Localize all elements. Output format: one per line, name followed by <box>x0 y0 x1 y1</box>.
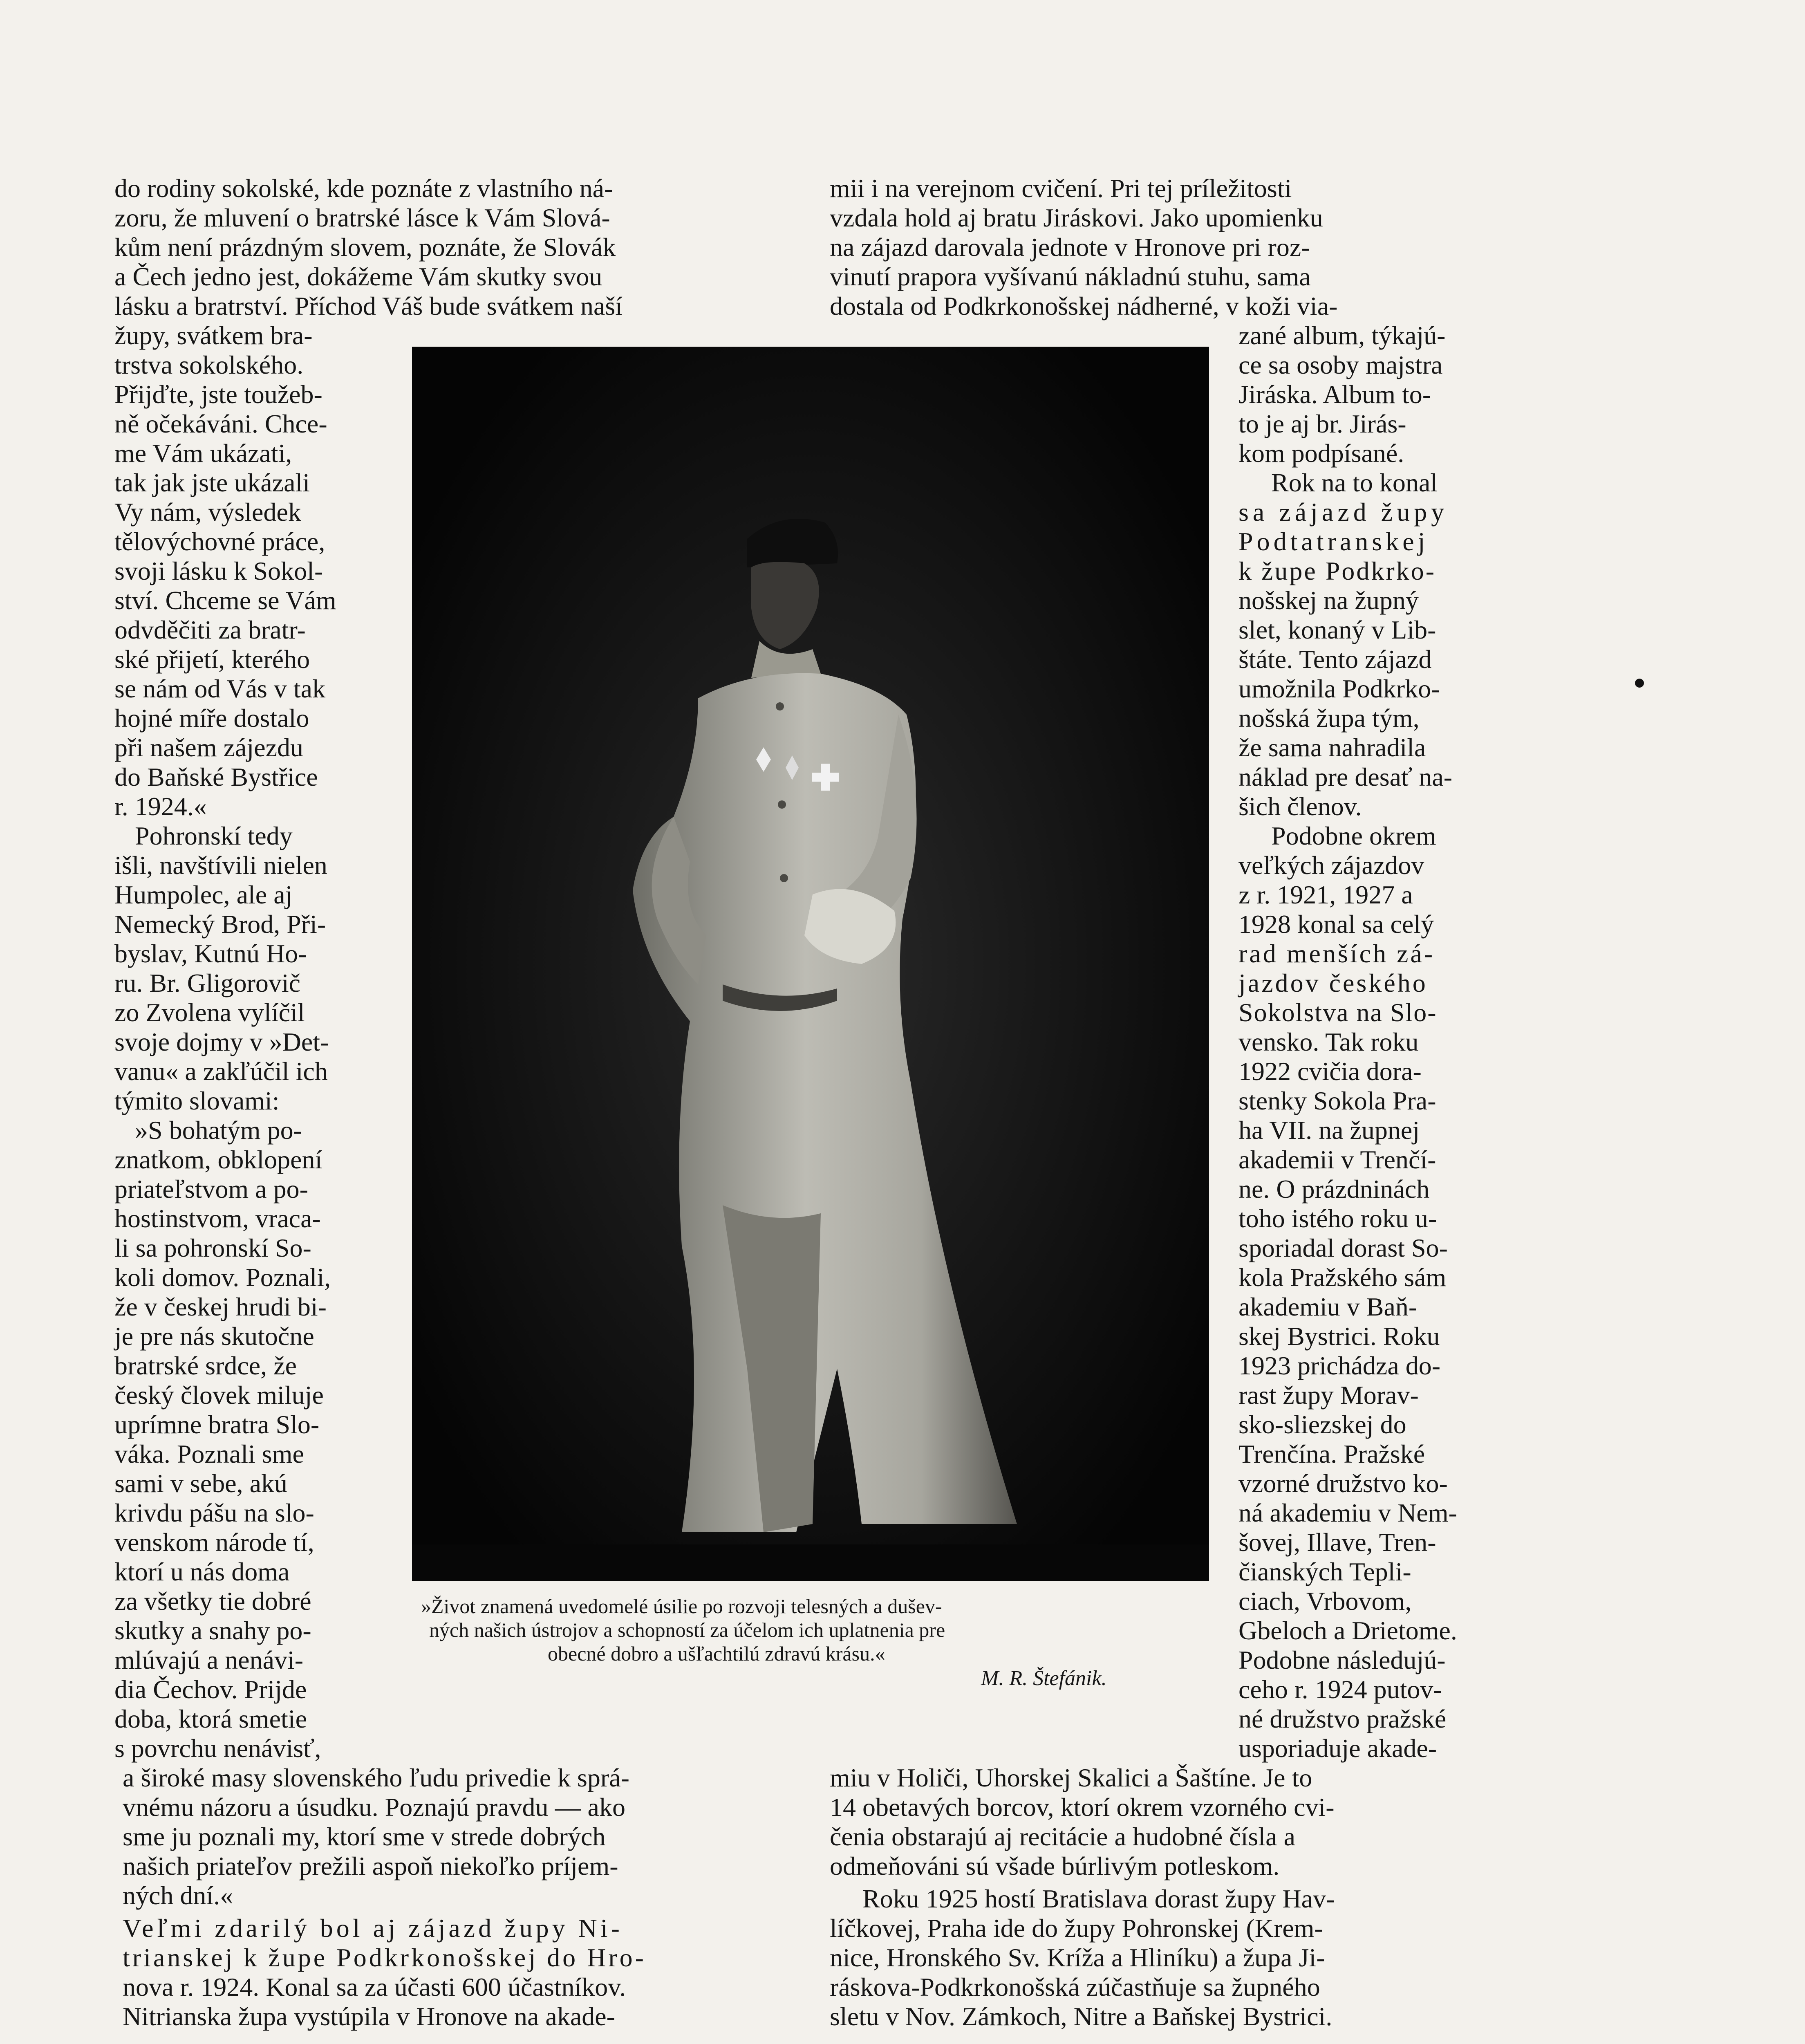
text-line: vzorné družstvo ko- <box>1238 1469 1448 1498</box>
text-line: Sokolstva na Slo- <box>1238 998 1437 1027</box>
text-line: ných dní.« <box>123 1881 233 1910</box>
text-line: ráskova-Podkrkonošská zúčastňuje sa župného <box>830 1972 1320 2001</box>
text-line: týmito slovami: <box>114 1086 280 1115</box>
text-line: svoje dojmy v »Det- <box>114 1027 329 1056</box>
text-line: Nitrianska župa vystúpila v Hronove na akade- <box>123 2002 615 2031</box>
text-line: miu v Holiči, Uhorskej Skalici a Šaštíne. Je to <box>830 1763 1312 1792</box>
text-line: sami v sebe, akú <box>114 1469 287 1498</box>
text-line: zané album, týkajú- <box>1238 321 1446 350</box>
text-line: dostala od Podkrkonošskej nádherné, v koži via- <box>830 291 1338 320</box>
text-line: sme ju poznali my, ktorí sme v strede dobrých <box>123 1822 606 1851</box>
text-line: šich členov. <box>1238 792 1362 821</box>
text-line: se nám od Vás v tak <box>114 674 326 703</box>
text-line: trianskej k župe Podkrkonošskej do Hro- <box>123 1943 646 1972</box>
text-line: akademii v Trenčí- <box>1238 1145 1436 1174</box>
text-line: a Čech jedno jest, dokážeme Vám skutky svou <box>114 262 602 291</box>
text-line: štáte. Tento zájazd <box>1238 645 1432 674</box>
text-line: trstva sokolského. <box>114 350 304 379</box>
text-line: mlúvajú a nenávi- <box>114 1645 304 1674</box>
caption-author: M. R. Štefánik. <box>981 1667 1107 1690</box>
caption-line: obecné dobro a ušľachtilú zdravú krásu.« <box>548 1642 885 1665</box>
text-line: Trenčína. Pražské <box>1238 1439 1425 1468</box>
text-line: byslav, Kutnú Ho- <box>114 939 307 968</box>
text-line: nova r. 1924. Konal sa za účasti 600 účastníkov. <box>123 1972 626 2001</box>
text-line: ské přijetí, kterého <box>114 645 310 674</box>
text-line: 1922 cvičia dora- <box>1238 1057 1422 1086</box>
text-line: vzdala hold aj bratu Jiráskovi. Jako upomienku <box>830 203 1323 232</box>
text-line: dia Čechov. Prijde <box>114 1675 307 1704</box>
text-line: Vy nám, výsledek <box>114 498 301 527</box>
text-line: skutky a snahy po- <box>114 1616 311 1645</box>
text-line: 14 obetavých borcov, ktorí okrem vzorného cvi- <box>830 1793 1335 1822</box>
text-line: Přijďte, jste toužeb- <box>114 380 322 409</box>
text-line: čianských Tepli- <box>1238 1557 1411 1586</box>
text-line: odvděčiti za bratr- <box>114 615 306 644</box>
text-line: šovej, Illave, Tren- <box>1238 1528 1436 1557</box>
text-line: při našem zájezdu <box>114 733 303 762</box>
text-line: náklad pre desať na- <box>1238 762 1453 791</box>
text-line: Jiráska. Album to- <box>1238 380 1431 409</box>
portrait-photo <box>412 347 1209 1581</box>
text-line: ne. O prázdninách <box>1238 1174 1430 1204</box>
text-line: ciach, Vrbovom, <box>1238 1587 1412 1616</box>
text-line: je pre nás skutočne <box>114 1322 314 1351</box>
text-line: sko-sliezskej do <box>1238 1410 1406 1439</box>
text-line: toho istého roku u- <box>1238 1204 1437 1233</box>
text-line: hojné míře dostalo <box>114 704 309 733</box>
text-line: nošská župa tým, <box>1238 704 1420 733</box>
text-line: český človek miluje <box>114 1381 324 1410</box>
text-line: Nemecký Brod, Při- <box>114 910 326 939</box>
text-line: Podobne následujú- <box>1238 1645 1446 1674</box>
text-line: tak jak jste ukázali <box>114 468 310 497</box>
text-line: priateľstvom a po- <box>114 1174 308 1204</box>
text-line: krivdu pášu na slo- <box>114 1498 314 1527</box>
text-line: znatkom, obklopení <box>114 1145 322 1174</box>
text-line: župy, svátkem bra- <box>114 321 313 350</box>
scan-speck <box>1635 679 1644 688</box>
text-line: bratrské srdce, že <box>114 1351 297 1380</box>
text-line: Podtatranskej <box>1238 527 1429 556</box>
text-line: to je aj br. Jirás- <box>1238 409 1406 438</box>
text-line: a široké masy slovenského ľudu privedie k sprá- <box>123 1763 629 1792</box>
text-line: ktorí u nás doma <box>114 1557 290 1586</box>
text-line: venskom národe tí, <box>114 1528 314 1557</box>
text-line: koli domov. Poznali, <box>114 1263 331 1292</box>
text-line: že v českej hrudi bi- <box>114 1292 327 1321</box>
text-line: sa zájazd župy <box>1238 498 1449 527</box>
text-line: ha VII. na župnej <box>1238 1116 1420 1145</box>
text-line: tělovýchovné práce, <box>114 527 325 556</box>
text-line: Humpolec, ale aj <box>114 880 293 909</box>
text-line: me Vám ukázati, <box>114 439 292 468</box>
caption-line: ných našich ústrojov a schopností za účelom ich uplatnenia pre <box>429 1618 945 1641</box>
text-line: usporiaduje akade- <box>1238 1734 1437 1763</box>
text-line: »S bohatým po- <box>135 1116 302 1145</box>
text-line: veľkých zájazdov <box>1238 851 1424 880</box>
text-line: rast župy Morav- <box>1238 1381 1419 1410</box>
text-line: vensko. Tak roku <box>1238 1027 1419 1056</box>
text-line: za všetky tie dobré <box>114 1587 311 1616</box>
text-line: nice, Hronského Sv. Kríža a Hliníku) a župa Ji- <box>830 1943 1325 1972</box>
text-line: vinutí prapora vyšívanú nákladnú stuhu, sama <box>830 262 1311 291</box>
text-line: mii i na verejnom cvičení. Pri tej príležitosti <box>830 174 1292 203</box>
text-line: na zájazd darovala jednote v Hronove pri roz- <box>830 233 1310 262</box>
text-line: Veľmi zdarilý bol aj zájazd župy Ni- <box>123 1914 623 1943</box>
text-line: váka. Poznali sme <box>114 1439 304 1468</box>
text-line: čenia obstarajú aj recitácie a hudobné čísla a <box>830 1822 1295 1851</box>
text-line: 1923 prichádza do- <box>1238 1351 1441 1380</box>
text-line: ná akademiu v Nem- <box>1238 1498 1457 1527</box>
text-line: doba, ktorá smetie <box>114 1704 307 1733</box>
text-line: z r. 1921, 1927 a <box>1238 880 1413 909</box>
text-line: líčkovej, Praha ide do župy Pohronskej (Krem- <box>830 1914 1323 1943</box>
text-line: umožnila Podkrko- <box>1238 674 1440 703</box>
text-line: Pohronskí tedy <box>135 821 293 850</box>
text-line: akademiu v Baň- <box>1238 1292 1418 1321</box>
text-line: zoru, že mluvení o bratrské lásce k Vám Slová- <box>114 203 610 232</box>
text-line: uprímne bratra Slo- <box>114 1410 320 1439</box>
text-line: r. 1924.« <box>114 792 207 821</box>
text-line: ce sa osoby majstra <box>1238 350 1443 379</box>
text-line: 1928 konal sa celý <box>1238 910 1434 939</box>
text-line: rad menších zá- <box>1238 939 1435 968</box>
text-line: ru. Br. Gligorovič <box>114 968 301 997</box>
text-line: nošskej na župný <box>1238 586 1419 615</box>
text-line: k župe Podkrko- <box>1238 556 1436 585</box>
text-line: Gbeloch a Drietome. <box>1238 1616 1457 1645</box>
text-line: slet, konaný v Lib- <box>1238 615 1436 644</box>
portrait-illustration <box>412 347 1209 1581</box>
text-line: stenky Sokola Pra- <box>1238 1086 1436 1115</box>
text-line: kům není prázdným slovem, poznáte, že Slovák <box>114 233 616 262</box>
text-line: išli, navštívili nielen <box>114 851 327 880</box>
text-line: že sama nahradila <box>1238 733 1426 762</box>
text-line: do rodiny sokolské, kde poznáte z vlastního ná- <box>114 174 613 203</box>
text-line: vanu« a zakľúčil ich <box>114 1057 328 1086</box>
text-line: s povrchu nenávisť, <box>114 1734 321 1763</box>
text-line: jazdov českého <box>1238 968 1428 997</box>
text-line: ství. Chceme se Vám <box>114 586 336 615</box>
text-line: odmeňováni sú všade búrlivým potleskom. <box>830 1851 1280 1880</box>
text-line: kola Pražského sám <box>1238 1263 1447 1292</box>
text-line: né družstvo pražské <box>1238 1704 1447 1733</box>
text-line: sletu v Nov. Zámkoch, Nitre a Baňskej Bystrici. <box>830 2002 1332 2031</box>
text-line: našich priateľov prežili aspoň niekoľko príjem- <box>123 1851 618 1880</box>
text-line: li sa pohronskí So- <box>114 1233 311 1262</box>
text-line: Podobne okrem <box>1271 821 1436 850</box>
caption-line: »Život znamená uvedomelé úsilie po rozvoji telesných a dušev- <box>421 1595 942 1618</box>
text-line: lásku a bratrství. Příchod Váš bude svátkem naší <box>114 291 623 320</box>
text-line: hostinstvom, vraca- <box>114 1204 321 1233</box>
text-line: ně očekáváni. Chce- <box>114 409 327 438</box>
text-line: kom podpísané. <box>1238 439 1404 468</box>
text-line: sporiadal dorast So- <box>1238 1233 1448 1262</box>
text-line: do Baňské Bystřice <box>114 762 318 791</box>
text-line: zo Zvolena vylíčil <box>114 998 305 1027</box>
text-line: ceho r. 1924 putov- <box>1238 1675 1442 1704</box>
text-line: Roku 1925 hostí Bratislava dorast župy Hav- <box>862 1884 1335 1913</box>
text-line: skej Bystrici. Roku <box>1238 1322 1440 1351</box>
text-line: Rok na to konal <box>1271 468 1438 497</box>
text-line: svoji lásku k Sokol- <box>114 556 323 585</box>
text-line: vnému názoru a úsudku. Poznajú pravdu — ako <box>123 1793 625 1822</box>
